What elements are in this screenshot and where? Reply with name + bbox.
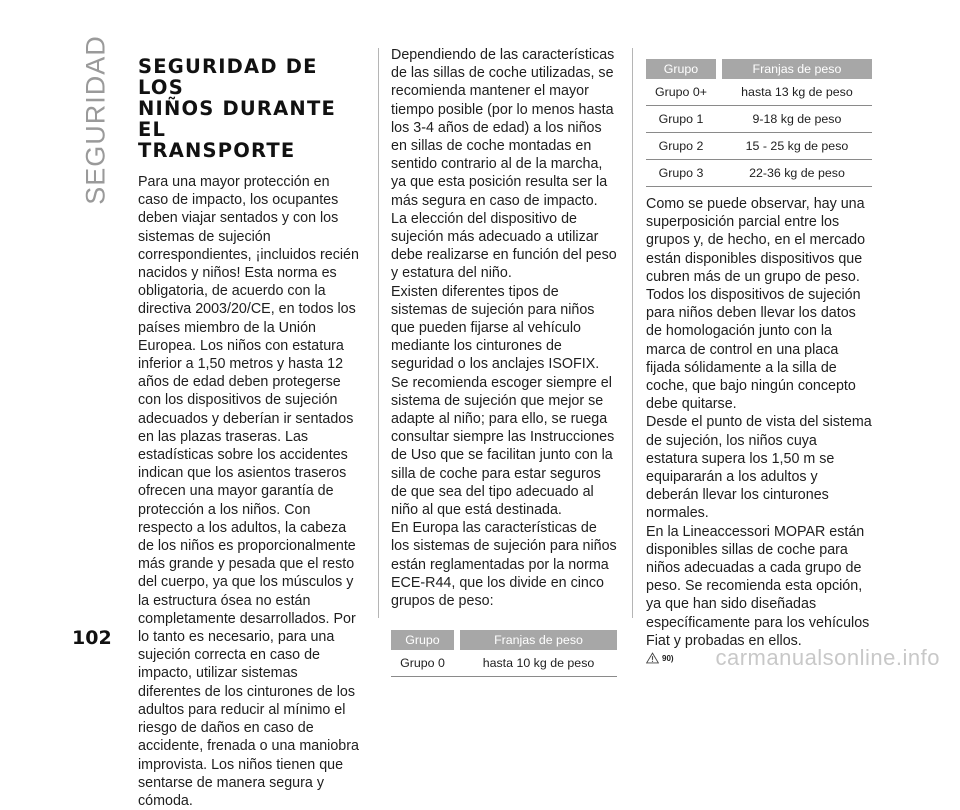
table-row: [646, 79, 872, 106]
body-paragraph: Como se puede observar, hay una superposición parcial entre los grupos y, de hecho, en el mercado están disponibles dispositivos que cubren más de un grupo de peso.: [646, 196, 866, 285]
table-cell-weight: hasta 13 kg de peso: [722, 79, 872, 106]
warning-ref-number: 90): [662, 653, 674, 663]
table-row: [646, 106, 872, 133]
section-label-text: SEGURIDAD: [80, 34, 111, 205]
table-header-group: Grupo: [391, 630, 454, 650]
table-cell-weight: 15 - 25 kg de peso: [722, 133, 872, 160]
body-paragraph: Para una mayor protección en caso de impacto, los ocupantes deben viajar sentados y con los sistemas de sujeción correspondientes, ¡incluidos recién nacidos y niños! Esta norma es obligatoria, de acuerdo con la directiva 2003/20/CE, en todos los países miembro de la Unión Europea. Los niños con estatura inferior a 1,50 metros y hasta 12 años de edad deben protegerse con los dispositivos de sujeción adecuados y deberían ir sentados en las plazas traseras. Las estadísticas sobre los accidentes indican que los asientos traseros ofrecen una mayor garantía de protección a los niños. Con respecto a los adultos, la cabeza de los niños es proporcionalmente más grande y pesada que el resto del cuerpo, ya que los músculos y la estructura ósea no están completamente desarrollados. Por lo tanto es necesario, para una sujeción correcta en caso de impacto, utilizar sistemas diferentes de los cinturones de los adultos para reducir al mínimo el riesgo de daños en caso de accidente, frenada o una maniobra improvista. Los niños tienen que sentarse de manera segura y cómoda.: [138, 174, 359, 809]
body-paragraph: En Europa las características de los sistemas de sujeción para niños están reglamentadas por la norma ECE-R44, que los divide en cinco grupos de peso:: [391, 520, 617, 610]
title-line: TRANSPORTE: [138, 139, 296, 162]
body-paragraph: Existen diferentes tipos de sistemas de sujeción para niños que pueden fijarse al vehículo mediante los cinturones de seguridad o los anclajes ISOFIX.: [391, 283, 600, 373]
table-header-weight: Franjas de peso: [722, 59, 872, 79]
table-cell-weight: hasta 10 kg de peso: [460, 650, 617, 677]
table-cell-group: Grupo 1: [646, 106, 716, 133]
section-title: [138, 56, 360, 161]
table-cell-group: Grupo 3: [646, 160, 716, 187]
table-row: [391, 650, 617, 677]
table-header-group: Grupo: [646, 59, 716, 79]
table-cell-weight: 9-18 kg de peso: [722, 106, 872, 133]
table-row: [646, 133, 872, 160]
weight-groups-table-continued: [646, 59, 872, 187]
weight-groups-table: [391, 630, 617, 677]
body-paragraph: En la Lineaccessori MOPAR están disponibles sillas de coche para niños adecuadas a cada grupo de peso. Se recomienda esta opción, ya que han sido diseñadas específicamente para los vehículos Fiat y probadas en ellos.: [646, 523, 870, 649]
table-cell-weight: 22-36 kg de peso: [722, 160, 872, 187]
table-cell-group: Grupo 2: [646, 133, 716, 160]
table-header-weight: Franjas de peso: [460, 630, 617, 650]
warning-triangle-icon: [646, 652, 659, 664]
title-line: SEGURIDAD DE LOS: [138, 55, 318, 99]
title-line: NIÑOS DURANTE EL: [138, 97, 336, 141]
table-row: [646, 160, 872, 187]
body-paragraph: Se recomienda escoger siempre el sistema de sujeción que mejor se adapte al niño; para ello, se ruega consultar siempre las Instrucciones de Uso que se facilitan junto con la silla de coche para estar seguros de que sea del tipo adecuado al niño al que está destinada.: [391, 374, 615, 519]
table-cell-group: Grupo 0: [391, 650, 454, 677]
column-1: [138, 46, 360, 810]
watermark: carmanualsonline.info: [715, 645, 940, 670]
column-divider: [632, 48, 633, 618]
column-2: [391, 46, 617, 677]
column-3: [646, 59, 872, 664]
body-paragraph: Todos los dispositivos de sujeción para niños deben llevar los datos de homologación junto con la marca de control en una placa fijada sólidamente a la silla de coche, que bajo ningún concepto debe quitarse.: [646, 287, 861, 413]
body-paragraph: Dependiendo de las características de las sillas de coche utilizadas, se recomienda mantener el mayor tiempo posible (por lo menos hasta los 3-4 años de edad) a los niños en sillas de coche montadas en sentido contrario al de la marcha, ya que esta posición resulta ser la más segura en caso de impacto. La elección del dispositivo de sujeción más adecuado a utilizar debe realizarse en función del peso y estatura del niño.: [391, 47, 617, 282]
column-divider: [378, 48, 379, 618]
table-cell-group: Grupo 0+: [646, 79, 716, 106]
body-paragraph: Desde el punto de vista del sistema de sujeción, los niños cuya estatura supera los 1,50 m se equipararán a los adultos y deberán llevar los cinturones normales.: [646, 414, 872, 522]
section-side-label: [78, 34, 114, 205]
page-number: 102: [72, 627, 112, 649]
